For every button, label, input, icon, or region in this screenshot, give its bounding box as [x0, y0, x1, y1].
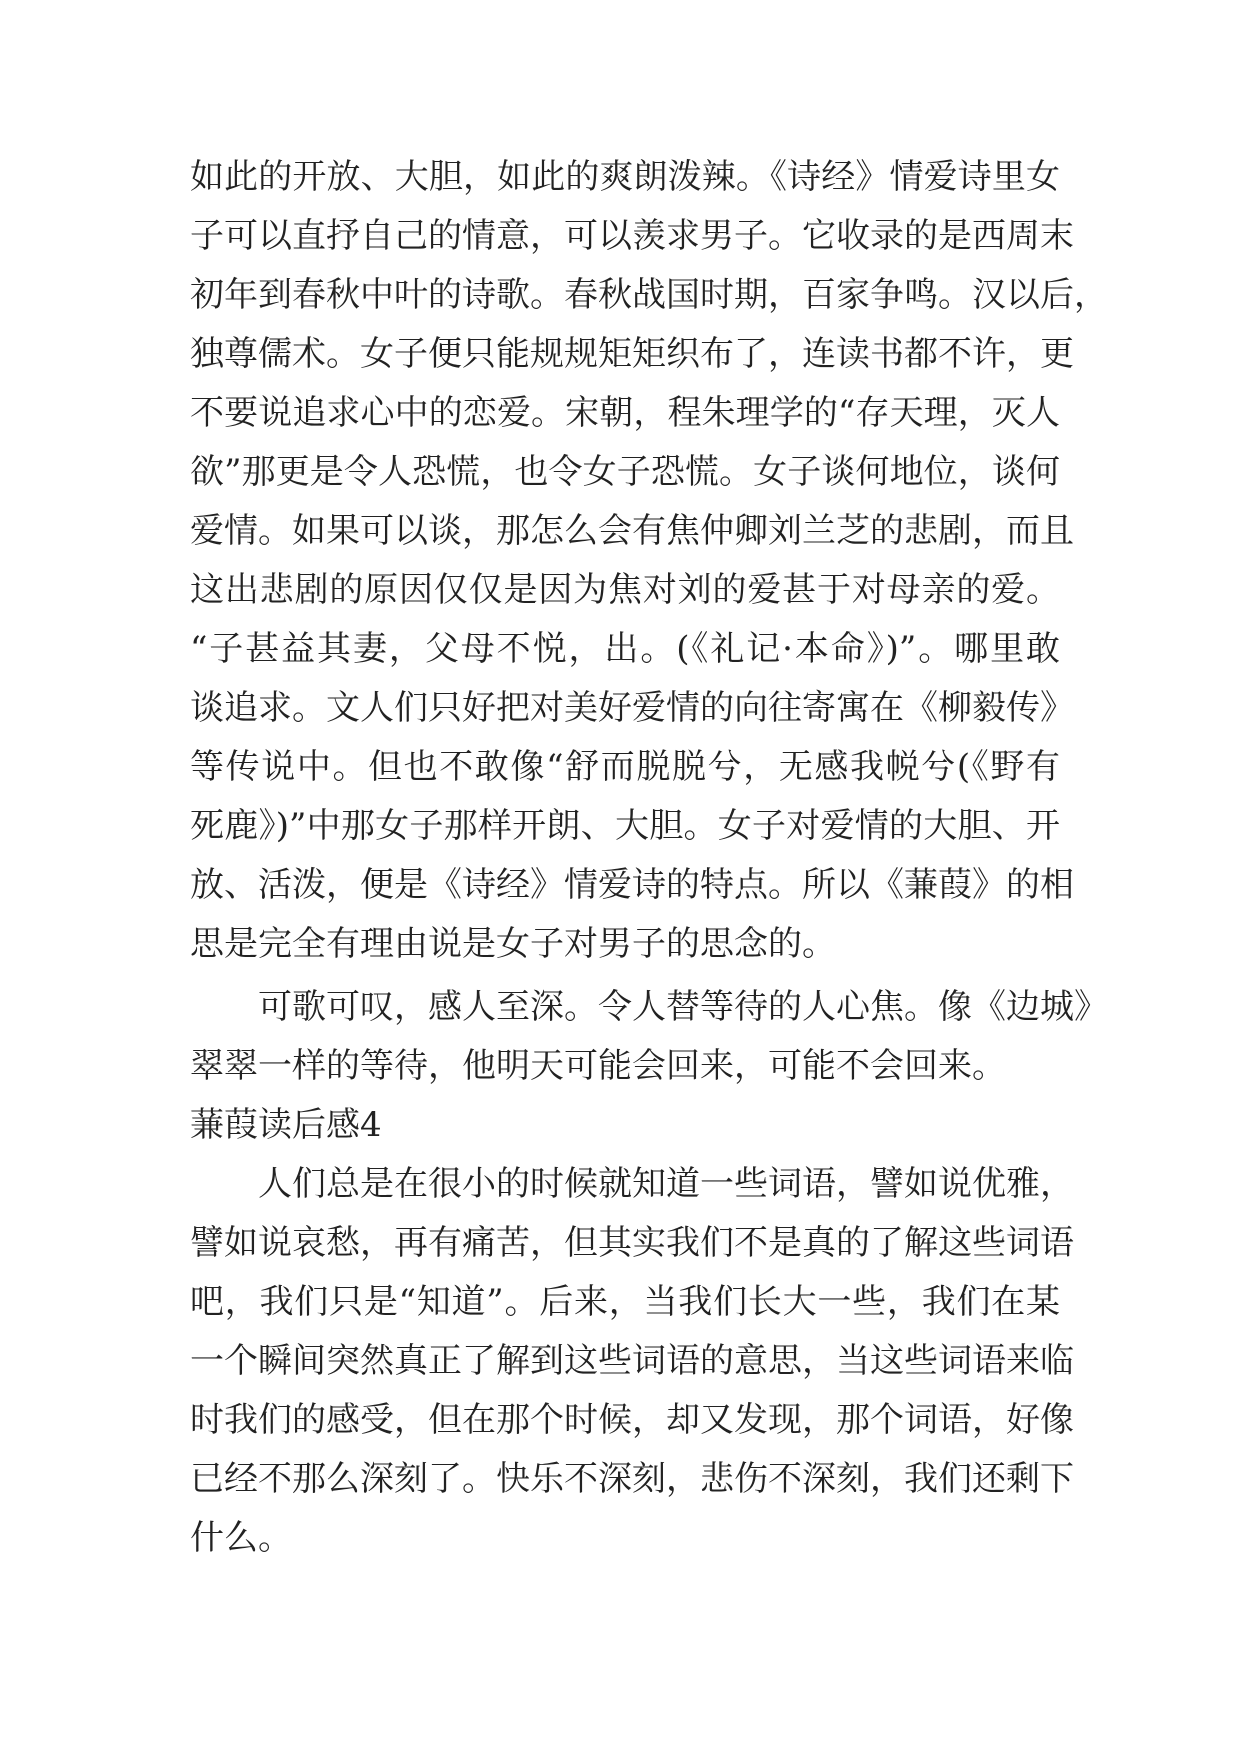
paragraph-3: [190, 1155, 1074, 1568]
text-line: 可歌可叹，感人至深。令人替等待的人心焦。像《边城》: [258, 987, 1108, 1027]
text-line: 爱情。如果可以谈，那怎么会有焦仲卿刘兰芝的悲剧，而且: [190, 511, 1074, 551]
text-line: 初年到春秋中叶的诗歌。春秋战国时期，百家争鸣。汉以后，: [190, 275, 1108, 315]
text-line: 独尊儒术。女子便只能规规矩矩织布了，连读书都不许，更: [190, 334, 1074, 374]
paragraph-1: [190, 148, 1108, 974]
paragraph-2: [190, 978, 1108, 1096]
text-line: 谈追求。文人们只好把对美好爱情的向往寄寓在《柳毅传》: [190, 688, 1074, 728]
text-line: 这出悲剧的原因仅仅是因为焦对刘的爱甚于对母亲的爱。: [190, 570, 1060, 610]
text-line: 时我们的感受，但在那个时候，却又发现，那个词语，好像: [190, 1400, 1074, 1440]
document-page: [190, 148, 1108, 1568]
text-line: 子可以直抒自己的情意，可以羡求男子。它收录的是西周末: [190, 216, 1074, 256]
text-line: 不要说追求心中的恋爱。宋朝，程朱理学的“存天理，灭人: [190, 393, 1060, 433]
text-line: 思是完全有理由说是女子对男子的思念的。: [190, 924, 836, 964]
text-line: 欲”那更是令人恐慌，也令女子恐慌。女子谈何地位，谈何: [190, 452, 1060, 492]
text-line: 什么。: [190, 1518, 292, 1558]
text-line: 譬如说哀愁，再有痛苦，但其实我们不是真的了解这些词语: [190, 1223, 1074, 1263]
text-line: “子甚益其妻，父母不悦，出。(《礼记·本命》)”。哪里敢: [190, 629, 1060, 669]
text-line: 放、活泼，便是《诗经》情爱诗的特点。所以《蒹葭》的相: [190, 865, 1074, 905]
text-line: 一个瞬间突然真正了解到这些词语的意思，当这些词语来临: [190, 1341, 1074, 1381]
text-line: 吧，我们只是“知道”。后来，当我们长大一些，我们在某: [190, 1282, 1060, 1322]
text-line: 翠翠一样的等待，他明天可能会回来，可能不会回来。: [190, 1046, 1006, 1086]
text-line: 等传说中。但也不敢像“舒而脱脱兮，无感我帨兮(《野有: [190, 747, 1060, 787]
text-line: 如此的开放、大胆，如此的爽朗泼辣。《诗经》情爱诗里女: [190, 157, 1060, 197]
section-heading: 蒹葭读后感4: [190, 1105, 382, 1145]
text-line: 死鹿》)”中那女子那样开朗、大胆。女子对爱情的大胆、开: [190, 806, 1060, 846]
text-line: 已经不那么深刻了。快乐不深刻，悲伤不深刻，我们还剩下: [190, 1459, 1074, 1499]
text-line: 人们总是在很小的时候就知道一些词语，譬如说优雅，: [258, 1164, 1074, 1204]
